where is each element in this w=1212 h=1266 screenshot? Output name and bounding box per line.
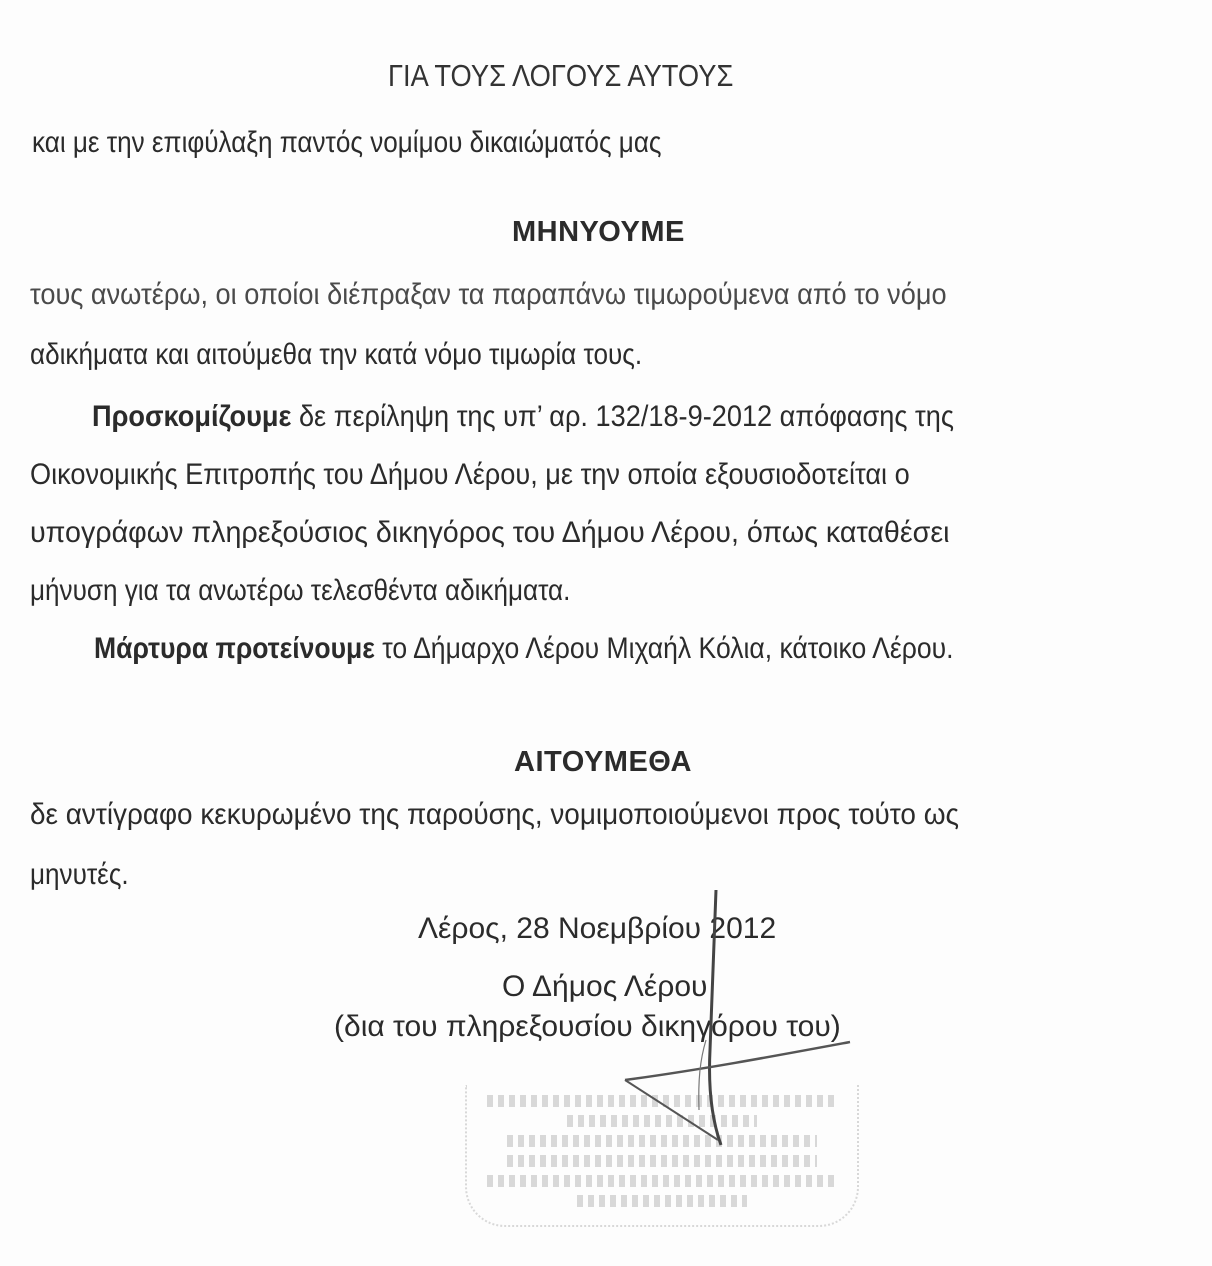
- witness-rest: το Δήμαρχο Λέρου Μιχαήλ Κόλια, κάτοικο Λέρου.: [382, 632, 954, 665]
- complaint-line-1: τους ανωτέρω, οι οποίοι διέπραξαν τα παραπάνω τιμωρούμενα από το νόμο: [30, 278, 947, 311]
- complaint-line-2: αδικήματα και αιτούμεθα την κατά νόμο τιμωρία τους.: [30, 338, 643, 371]
- reservation-line: και με την επιφύλαξη παντός νομίμου δικαιώματός μας: [32, 126, 662, 159]
- submission-bold-lead: Προσκομίζουμε: [92, 400, 292, 433]
- witness-bold-lead: Μάρτυρα προτείνουμε: [94, 632, 375, 665]
- request-line-1: δε αντίγραφο κεκυρωμένο της παρούσης, νομιμοποιούμενοι προς τούτο ως: [30, 798, 959, 831]
- request-line-2: μηνυτές.: [30, 858, 129, 891]
- heading-reasons: ΓΙΑ ΤΟΥΣ ΛΟΓΟΥΣ ΑΥΤΟΥΣ: [388, 58, 734, 93]
- heading-request: ΑΙΤΟΥΜΕΘΑ: [514, 746, 693, 778]
- submission-line-2: Οικονομικής Επιτροπής του Δήμου Λέρου, με την οποία εξουσιοδοτείται ο: [30, 458, 910, 491]
- submission-line-3: υπογράφων πληρεξούσιος δικηγόρος του Δήμου Λέρου, όπως καταθέσει: [30, 516, 950, 549]
- heading-complaint: ΜΗΝΥΟΥΜΕ: [512, 216, 685, 248]
- submission-line-4: μήνυση για τα ανωτέρω τελεσθέντα αδικήματα.: [30, 574, 571, 607]
- place-date: Λέρος, 28 Νοεμβρίου 2012: [418, 912, 777, 945]
- signatory-via: (δια του πληρεξουσίου δικηγόρου του): [334, 1010, 841, 1043]
- signatory: Ο Δήμος Λέρου: [502, 970, 708, 1003]
- submission-line-1-rest: δε περίληψη της υπ’ αρ. 132/18-9-2012 απόφασης της: [298, 400, 954, 433]
